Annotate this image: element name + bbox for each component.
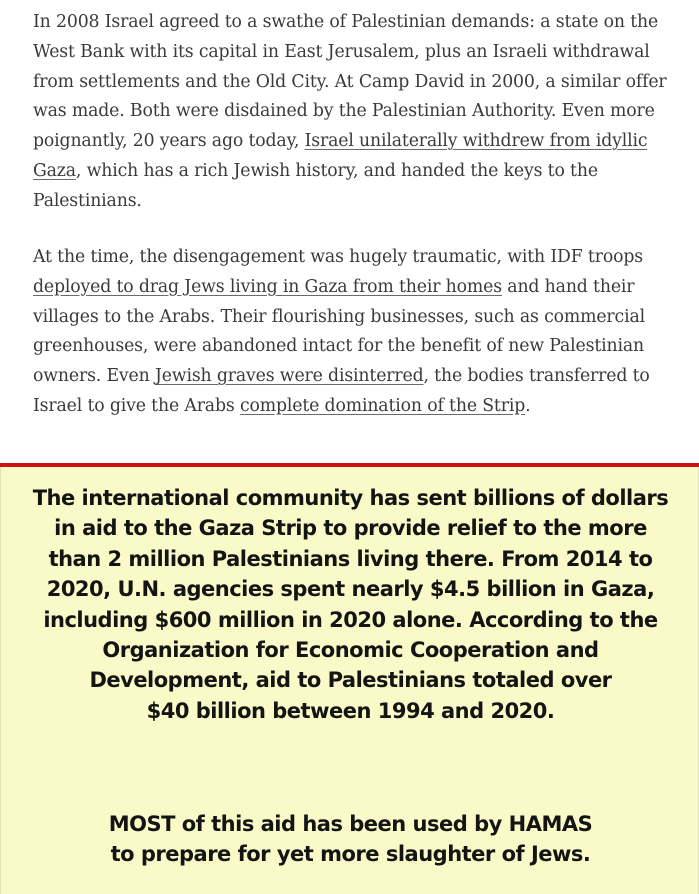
callout-line: 2020, U.N. agencies spent nearly $4.5 billion in Gaza,: [46, 577, 655, 602]
callout-line: in aid to the Gaza Strip to provide relief to the more: [54, 516, 647, 541]
paragraph-text: In 2008 Israel agreed to a swathe of Palestinian demands: a state on the West Bank with its capital in East Jerusalem, plus an Israeli withdrawal from settlements and the Old City. At Camp David in 2000, a similar offer was made. Both were disdained by the Palestinian Authority. Even more poignantly, 20 years ago today,: [33, 12, 667, 152]
paragraph-text: .: [525, 395, 531, 416]
callout-line: than 2 million Palestinians living there. From 2014 to: [48, 546, 653, 571]
callout-line: Development, aid to Palestinians totaled over: [89, 668, 612, 693]
aid-callout-box: [0, 467, 699, 894]
article-paragraph-2: [33, 243, 693, 422]
paragraph-text: At the time, the disengagement was hugely traumatic, with IDF troops: [33, 247, 643, 267]
article-paragraph-1: [33, 8, 693, 217]
callout-line: Organization for Economic Cooperation and: [102, 638, 599, 663]
callout-line: including $600 million in 2020 alone. According to the: [43, 607, 658, 632]
paragraph-text: , the bodies transferred to Israel to give the Arabs: [33, 366, 650, 416]
hamas-claim-text: [1, 809, 699, 870]
aid-statistics-text: [1, 483, 699, 726]
link-israel-withdrew-gaza[interactable]: Israel unilaterally withdrew from idyllic Gaza: [33, 131, 648, 181]
callout-line: The international community has sent billions of dollars: [32, 486, 669, 510]
callout-line: MOST of this aid has been used by HAMAS: [108, 812, 593, 836]
callout-line: to prepare for yet more slaughter of Jews.: [110, 842, 591, 867]
link-complete-domination-of-strip[interactable]: complete domination of the Strip: [239, 395, 526, 416]
link-deployed-to-drag-jews[interactable]: deployed to drag Jews living in Gaza from their homes: [33, 276, 502, 297]
callout-line: $40 billion between 1994 and 2020.: [146, 698, 555, 723]
paragraph-text: and hand their villages to the Arabs. Their flourishing businesses, such as commercial greenhouses, were abandoned intact for the benefit of new Palestinian owners. Even: [33, 276, 645, 387]
link-jewish-graves-disinterred[interactable]: Jewish graves were disinterred: [154, 366, 424, 387]
paragraph-text: , which has a rich Jewish history, and handed the keys to the Palestinians.: [33, 160, 598, 211]
